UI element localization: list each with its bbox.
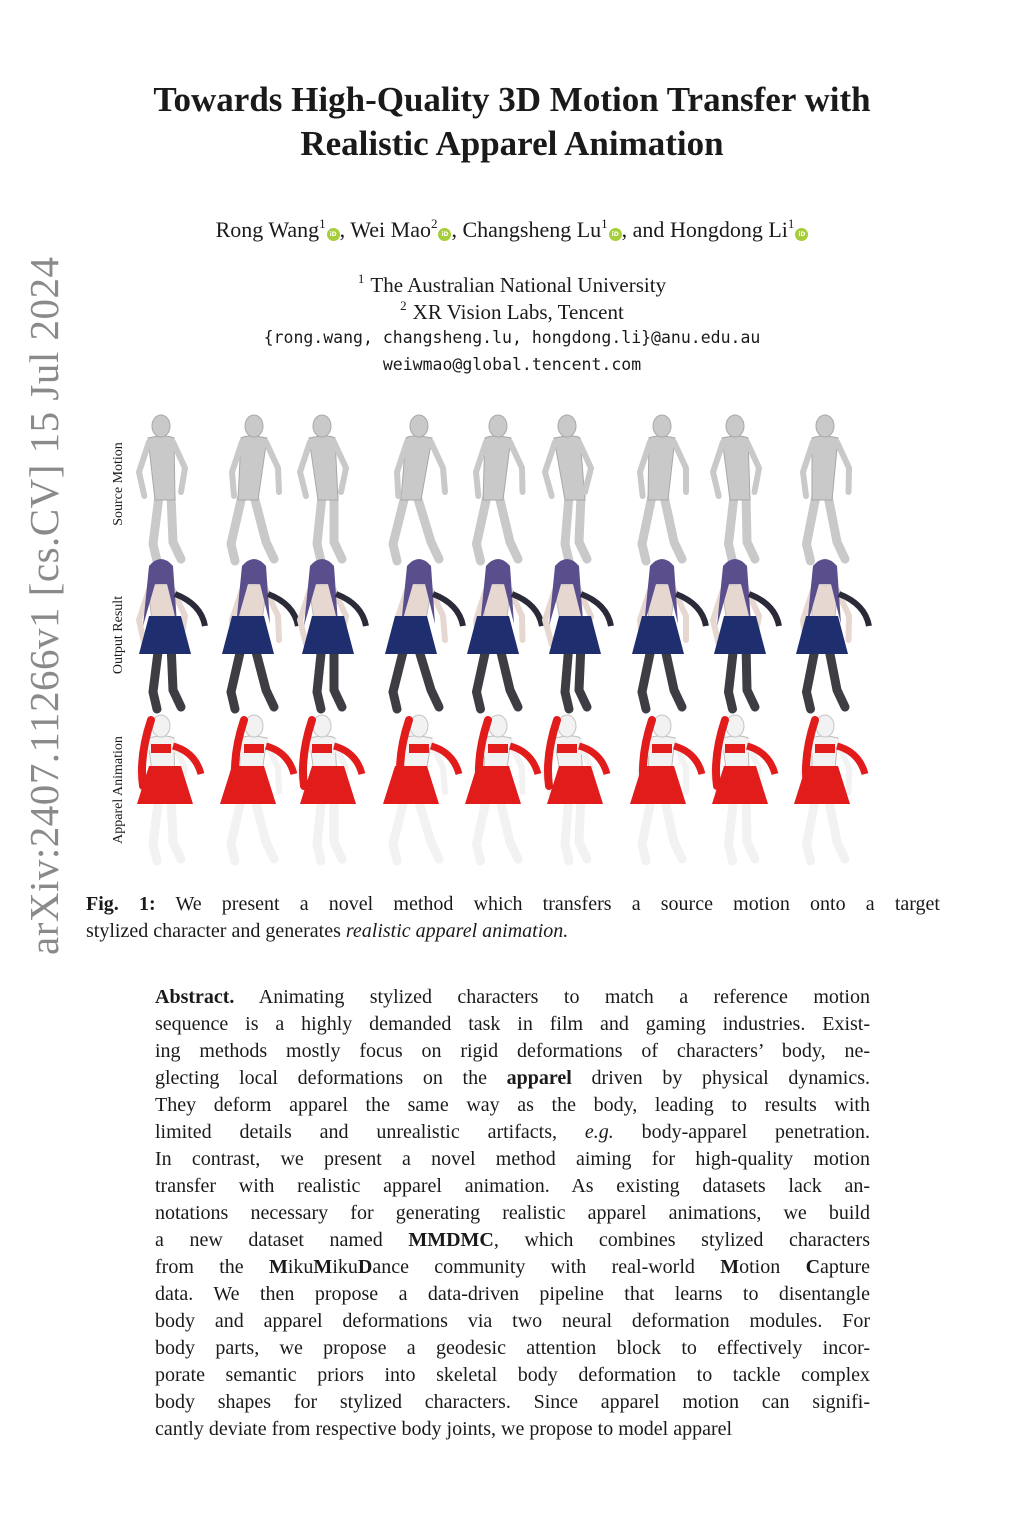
affiliation-1 <box>90 271 934 298</box>
orcid-icon[interactable]: iD <box>609 228 622 241</box>
output-figure <box>385 559 463 709</box>
apparel-figure <box>300 715 362 861</box>
abstract-line <box>155 1227 870 1254</box>
abstract-text: They deform apparel the same way as the body, leading to results with <box>155 1094 870 1116</box>
abstract-line <box>155 1416 870 1443</box>
abstract-text: D <box>357 1256 373 1278</box>
orcid-icon[interactable]: iD <box>795 228 808 241</box>
apparel-figure <box>383 715 459 861</box>
author-separator: , <box>339 217 351 242</box>
author-separator: , <box>451 217 463 242</box>
abstract-line <box>155 1173 870 1200</box>
output-figure <box>467 559 542 709</box>
author-separator: , and <box>621 217 670 242</box>
author-affil-index: 2 <box>430 216 438 231</box>
caption-line-1: We present a novel method which transfers a source motion onto a target <box>175 893 940 915</box>
row-label-output-result: Output Result <box>111 595 126 675</box>
abstract-text: C <box>805 1256 821 1278</box>
output-figure <box>796 559 869 709</box>
abstract-text: transfer with realistic apparel animation. As existing datasets lack an- <box>155 1175 870 1197</box>
teaser-figure <box>100 402 930 872</box>
output-figure <box>632 559 706 709</box>
abstract-line <box>155 1011 870 1038</box>
caption-line-2: stylized character and generates <box>86 920 346 942</box>
abstract-text: driven by physical dynamics. <box>571 1067 870 1089</box>
abstract-line <box>155 1038 870 1065</box>
affiliation-text: The Australian National University <box>370 273 667 297</box>
apparel-figure <box>545 715 607 861</box>
abstract-text: In contrast, we present a novel method aiming for high-quality motion <box>155 1148 870 1170</box>
abstract-text: e.g. <box>584 1121 614 1143</box>
abstract-text: , which combines stylized characters <box>493 1229 870 1251</box>
source-figure <box>231 415 279 561</box>
author-name: Wei Mao <box>350 217 431 242</box>
abstract-line <box>155 1119 870 1146</box>
abstract-line <box>155 1362 870 1389</box>
author-affil-index: 1 <box>601 216 608 231</box>
abstract-text: apture <box>820 1256 870 1278</box>
abstract-text: body and apparel deformations via two neural deformation modules. For <box>155 1310 870 1332</box>
paper-title <box>90 78 934 166</box>
output-figure <box>713 559 779 709</box>
abstract-text: M <box>313 1256 333 1278</box>
abstract-text: M <box>720 1256 740 1278</box>
abstract-line <box>155 1308 870 1335</box>
row-label-apparel-animation: Apparel Animation <box>111 736 126 844</box>
abstract-text: data. We then propose a data-driven pipeline that learns to disentangle <box>155 1283 870 1305</box>
output-figure <box>222 559 298 709</box>
abstract-text: notations necessary for generating realistic apparel animations, we build <box>155 1202 870 1224</box>
figure-canvas <box>100 402 930 872</box>
abstract-line <box>155 1092 870 1119</box>
affiliation-index: 2 <box>400 298 407 313</box>
apparel-figure <box>465 715 538 861</box>
author-name: Changsheng Lu <box>462 217 602 242</box>
caption-label: Fig. 1: <box>86 893 156 915</box>
abstract-text: sequence is a highly demanded task in film and gaming industries. Exist- <box>155 1013 870 1035</box>
abstract-text: M <box>268 1256 288 1278</box>
abstract-text: body parts, we propose a geodesic attention block to effectively incor- <box>155 1337 870 1359</box>
apparel-figure <box>712 715 775 861</box>
abstract-line <box>155 1254 870 1281</box>
source-figure <box>300 415 346 561</box>
abstract-text: body shapes for stylized characters. Since apparel motion can signifi- <box>155 1391 870 1413</box>
caption-emphasis: realistic apparel animation. <box>345 920 569 942</box>
source-figure <box>139 415 185 561</box>
abstract-text: apparel <box>506 1067 572 1089</box>
apparel-figure <box>630 715 702 861</box>
abstract-line <box>155 1389 870 1416</box>
abstract-text: Animating stylized characters to match a reference motion <box>258 986 870 1008</box>
abstract-line <box>155 1200 870 1227</box>
abstract-text: ing methods mostly focus on rigid deformations of characters’ body, ne- <box>155 1040 870 1062</box>
abstract-text: iku <box>332 1256 358 1278</box>
abstract-label: Abstract. <box>155 986 235 1008</box>
apparel-figure <box>794 715 865 861</box>
abstract-text: otion <box>739 1256 806 1278</box>
author-name: Rong Wang <box>215 217 320 242</box>
arxiv-stamp: arXiv:2407.11266v1 [cs.CV] 15 Jul 2024 <box>21 256 67 955</box>
abstract-text: ance community with real-world <box>372 1256 721 1278</box>
email-anu[interactable]: {rong.wang, changsheng.lu, hongdong.li}@anu.edu.au <box>263 328 761 347</box>
source-figure <box>803 415 849 561</box>
affiliation-2 <box>90 298 934 325</box>
abstract-text: from the <box>155 1256 269 1278</box>
orcid-icon[interactable]: iD <box>327 228 340 241</box>
abstract-text: limited details and unrealistic artifacts, <box>155 1121 585 1143</box>
email-tencent[interactable]: weiwmao@global.tencent.com <box>382 355 642 374</box>
source-figure <box>476 415 523 561</box>
output-figure <box>545 559 611 709</box>
title-line-1: Towards High-Quality 3D Motion Transfer with <box>153 80 871 119</box>
figure-caption <box>86 891 940 945</box>
abstract <box>155 984 870 1443</box>
abstract-text: body-apparel penetration. <box>613 1121 871 1143</box>
abstract-line <box>155 984 870 1011</box>
abstract-line <box>155 1335 870 1362</box>
source-figure <box>713 415 759 561</box>
abstract-line <box>155 1065 870 1092</box>
affiliation-text: XR Vision Labs, Tencent <box>412 300 624 324</box>
abstract-text: MMDMC <box>408 1229 494 1251</box>
orcid-icon[interactable]: iD <box>438 228 451 241</box>
source-figure <box>393 415 445 561</box>
author-name: Hongdong Li <box>669 217 788 242</box>
row-label-source-motion: Source Motion <box>111 442 126 526</box>
abstract-text: porate semantic priors into skeletal body deformation to tackle complex <box>155 1364 870 1386</box>
source-figure <box>545 415 591 561</box>
source-figure <box>640 415 686 561</box>
author-list <box>90 216 934 243</box>
abstract-text: glecting local deformations on the <box>155 1067 507 1089</box>
author-affil-index: 1 <box>787 216 795 231</box>
output-figure <box>300 559 366 709</box>
abstract-text: a new dataset named <box>155 1229 409 1251</box>
abstract-line <box>155 1146 870 1173</box>
apparel-figure <box>137 715 201 861</box>
affiliation-index: 1 <box>357 271 365 286</box>
abstract-text: cantly deviate from respective body joints, we propose to model apparel <box>155 1418 733 1440</box>
abstract-line <box>155 1281 870 1308</box>
abstract-text: iku <box>287 1256 314 1278</box>
apparel-figure <box>220 715 294 861</box>
output-figure <box>139 559 205 709</box>
author-affil-index: 1 <box>319 216 326 231</box>
title-line-2: Realistic Apparel Animation <box>300 124 724 163</box>
